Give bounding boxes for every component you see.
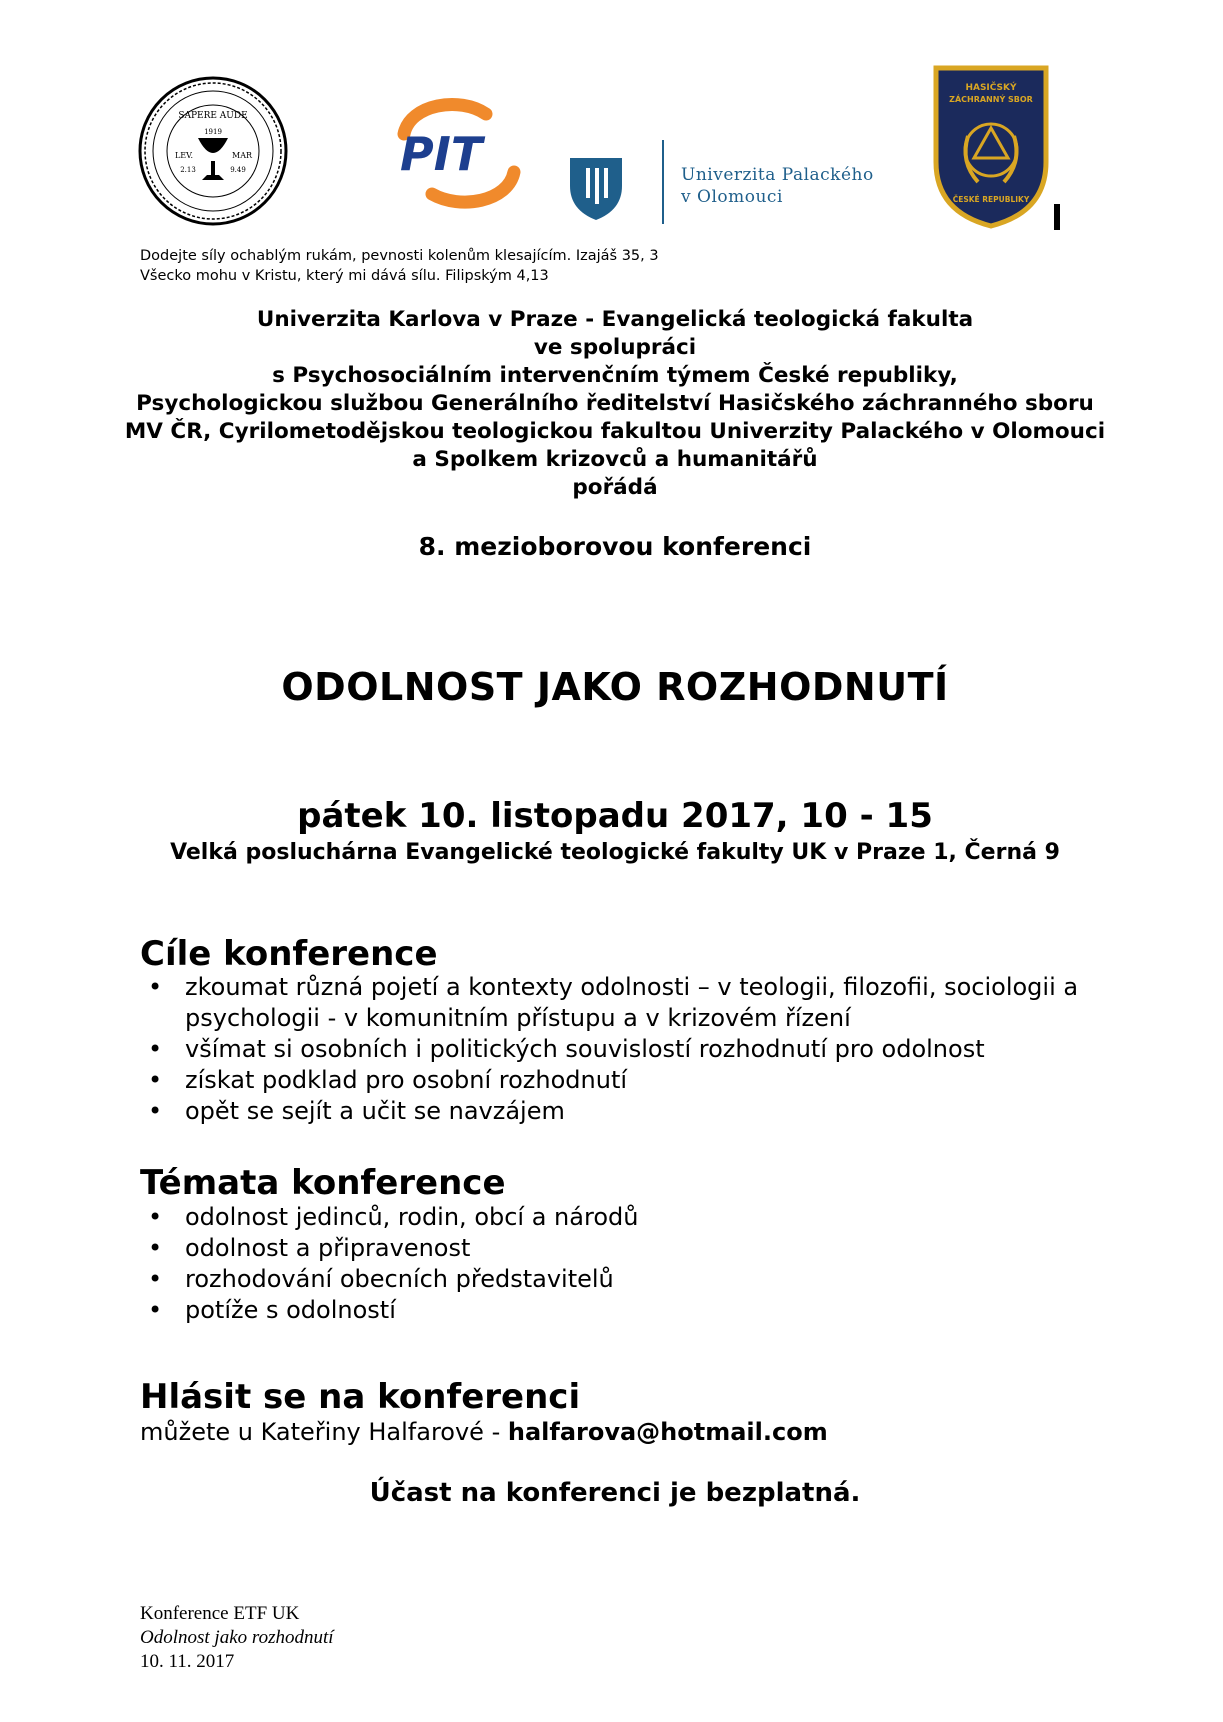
svg-text:SAPERE AUDE: SAPERE AUDE [178,111,248,121]
list-item: • zkoumat různá pojetí a kontexty odolnosti – v teologii, filozofii, sociologii a psychologii - v komunitním přístupu a v krizovém řízení [148,973,1079,1032]
upol-logo [566,140,886,230]
etf-seal-icon [138,76,288,226]
bullet-icon: • [148,1296,163,1324]
bullet-icon: • [148,973,163,1001]
conference-venue: Velká posluchárna Evangelické teologické fakulty UK v Praze 1, Černá 9 [170,840,1060,865]
organizer-line: Psychologickou službou Generálního ředitelství Hasičského záchranného sboru [136,391,1094,416]
svg-text:ZÁCHRANNÝ SBOR: ZÁCHRANNÝ SBOR [949,95,1033,104]
svg-text:PIT: PIT [400,127,483,181]
bible-verses [140,246,659,286]
topics-list [140,1202,1080,1326]
svg-text:9.49: 9.49 [230,166,246,174]
footer-line-2: Odolnost jako rozhodnutí [140,1627,334,1648]
svg-text:2.13: 2.13 [180,166,196,174]
upol-name-line2: v Olomouci [681,187,783,207]
organizer-line: ve spolupráci [533,335,697,360]
organizer-line: pořádá [572,475,658,500]
footer [140,1602,334,1674]
vertical-mark [1054,204,1060,230]
hzs-badge-icon [930,62,1052,230]
svg-text:ČESKÉ REPUBLIKY: ČESKÉ REPUBLIKY [952,195,1030,204]
svg-text:1919: 1919 [204,128,222,136]
bullet-icon: • [148,1265,163,1293]
upol-shield-icon [566,140,676,230]
pit-logo-icon [390,96,528,212]
verse-line-2: Všecko mohu v Kristu, který mi dává sílu. Filipským 4,13 [140,268,549,284]
footer-line-3: 10. 11. 2017 [140,1651,235,1672]
organizer-line: s Psychosociálním intervenčním týmem České republiky, [272,363,958,388]
organizer-line: a Spolkem krizovců a humanitářů [412,447,818,472]
bullet-icon: • [148,1234,163,1262]
signup-text [140,1418,828,1446]
list-item: • potíže s odolností [148,1296,396,1324]
conference-title: ODOLNOST JAKO ROZHODNUTÍ [281,665,949,709]
signup-instructions: můžete u Kateřiny Halfarové - [140,1418,508,1446]
bullet-icon: • [148,1066,163,1094]
list-item: • opět se sejít a učit se navzájem [148,1097,565,1125]
conference-date: pátek 10. listopadu 2017, 10 - 15 [297,796,933,836]
list-item: • všímat si osobních i politických souvislostí rozhodnutí pro odolnost [148,1035,985,1063]
svg-text:MAR: MAR [232,151,252,160]
goals-heading: Cíle konference [140,934,438,974]
bullet-icon: • [148,1035,163,1063]
list-item: • odolnost a připravenost [148,1234,471,1262]
list-item: • odolnost jedinců, rodin, obcí a národů [148,1203,639,1231]
signup-heading: Hlásit se na konferenci [140,1377,581,1417]
organizers-block [120,306,1110,502]
svg-text:HASIČSKÝ: HASIČSKÝ [965,83,1017,93]
bullet-icon: • [148,1097,163,1125]
topics-heading: Témata konference [140,1163,506,1203]
organizer-line: Univerzita Karlova v Praze - Evangelická teologická fakulta [256,307,974,332]
free-admission-note: Účast na konferenci je bezplatná. [369,1478,861,1508]
organizer-line: MV ČR, Cyrilometodějskou teologickou fakultou Univerzity Palackého v Olomouci [124,419,1106,444]
verse-line-1: Dodejte síly ochablým rukám, pevnosti kolenům klesajícím. Izajáš 35, 3 [140,248,659,264]
svg-text:LEV.: LEV. [174,151,194,160]
conference-series: 8. mezioborovou konferenci [418,532,812,561]
goals-list [140,972,1080,1127]
list-item: • rozhodování obecních představitelů [148,1265,614,1293]
bullet-icon: • [148,1203,163,1231]
footer-line-1: Konference ETF UK [140,1603,300,1624]
signup-email-link[interactable]: halfarova@hotmail.com [507,1418,828,1446]
list-item: • získat podklad pro osobní rozhodnutí [148,1066,628,1094]
upol-name-line1: Univerzita Palackého [681,165,874,185]
